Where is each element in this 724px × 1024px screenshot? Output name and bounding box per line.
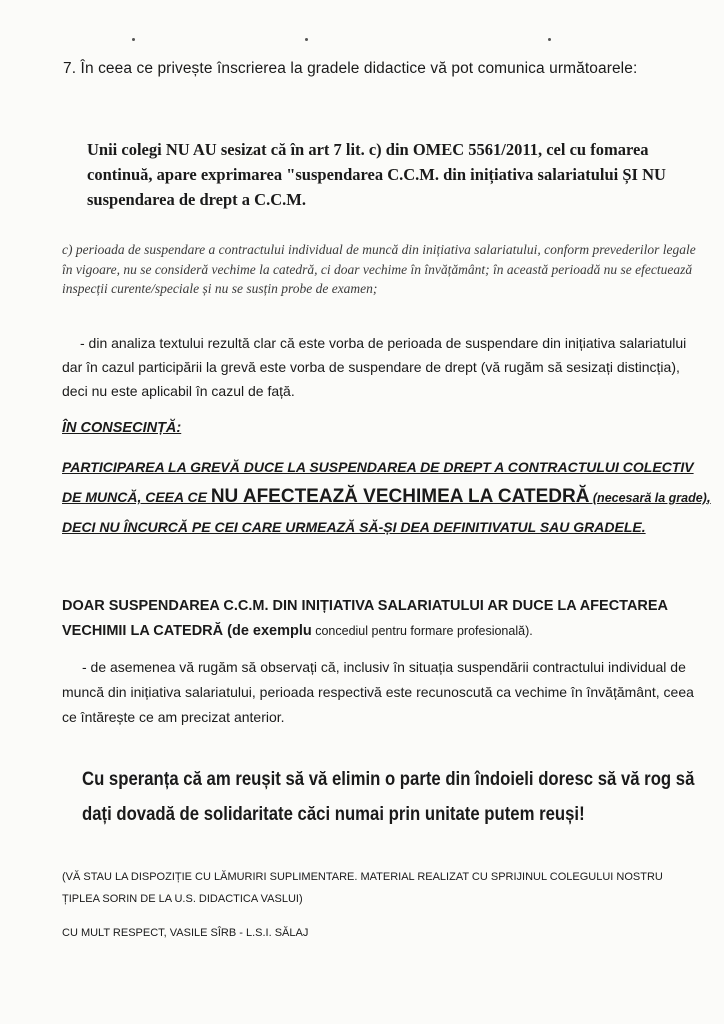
scan-specks	[60, 38, 660, 44]
availability-note: (VĂ STAU LA DISPOZIȚIE CU LĂMURIRI SUPLIMENTARE. MATERIAL REALIZAT CU SPRIJINUL COLEGULUI NOSTRU ȚIPLEA SORIN DE LA U.S. DIDACTICA VASLUI)	[62, 871, 663, 905]
closing-message: Cu speranța că am reușit să vă elimin o parte din îndoieli doresc să vă rog să dați dovadă de solidaritate căci numai prin unitate putem reuși!	[82, 769, 695, 825]
note-paragraph: Unii colegi NU AU sesizat că în art 7 lit. c) din OMEC 5561/2011, cel cu fomarea continuă, apare exprimarea "suspendarea C.C.M. din inițiativa salariatului ȘI NU suspendarea de drept a C.C.M.	[87, 140, 666, 209]
also-paragraph	[62, 655, 712, 730]
strike-note: (necesară la grade)	[589, 491, 707, 505]
consequence-heading: ÎN CONSECINȚĂ:	[62, 420, 182, 436]
signature: CU MULT RESPECT, VASILE SÎRB - L.S.I. SĂLAJ	[62, 927, 309, 939]
only-example: concediul pentru formare profesională).	[311, 624, 533, 638]
strike-text-2: , DECI NU ÎNCURCĂ PE CEI CARE URMEAZĂ SĂ-ȘI DEA DEFINITIVATUL SAU GRADELE.	[62, 489, 711, 535]
also-text: - de asemenea vă rugăm să observați că, inclusiv în situația suspendării contractului individual de muncă din inițiativa salariatului, perioada respectivă este recunoscută ca vechime în învățământ, ceea ce întărește ce am precizat anterior.	[62, 659, 694, 725]
strike-text-1: PARTICIPAREA LA GREVĂ DUCE LA SUSPENDAREA DE DREPT A CONTRACTULUI COLECTIV DE MUNCĂ, CEEA CE	[62, 459, 694, 505]
law-quote: c) perioada de suspendare a contractului individual de muncă din inițiativa salariatului, conform prevederilor legale în vigoare, nu se consideră vechime la catedră, ci doar vechime în învățământ; în această perioadă nu se efectuează inspecții curente/speciale și nu se susțin probe de examen;	[62, 242, 696, 296]
strike-paragraph	[62, 453, 712, 542]
scan-speck	[132, 38, 135, 41]
scan-speck	[548, 38, 551, 41]
only-text: DOAR SUSPENDAREA C.C.M. DIN INIȚIATIVA SALARIATULUI AR DUCE LA AFECTAREA VECHIMII LA CATEDRĂ (de exemplu	[62, 598, 668, 639]
intro-paragraph: 7. În ceea ce privește înscrierea la gradele didactice vă pot comunica următoarele:	[63, 60, 638, 77]
analysis-text: - din analiza textului rezultă clar că este vorba de perioada de suspendare din inițiativa salariatului dar în cazul participării la grevă este vorba de suspendare de drept (vă rugăm să sesizați distincția), deci nu este aplicabil în cazul de față.	[62, 335, 687, 399]
only-paragraph	[62, 594, 712, 644]
strike-highlight: NU AFECTEAZĂ VECHIMEA LA CATEDRĂ	[210, 486, 590, 507]
analysis-paragraph	[62, 331, 702, 403]
scan-speck	[305, 38, 308, 41]
